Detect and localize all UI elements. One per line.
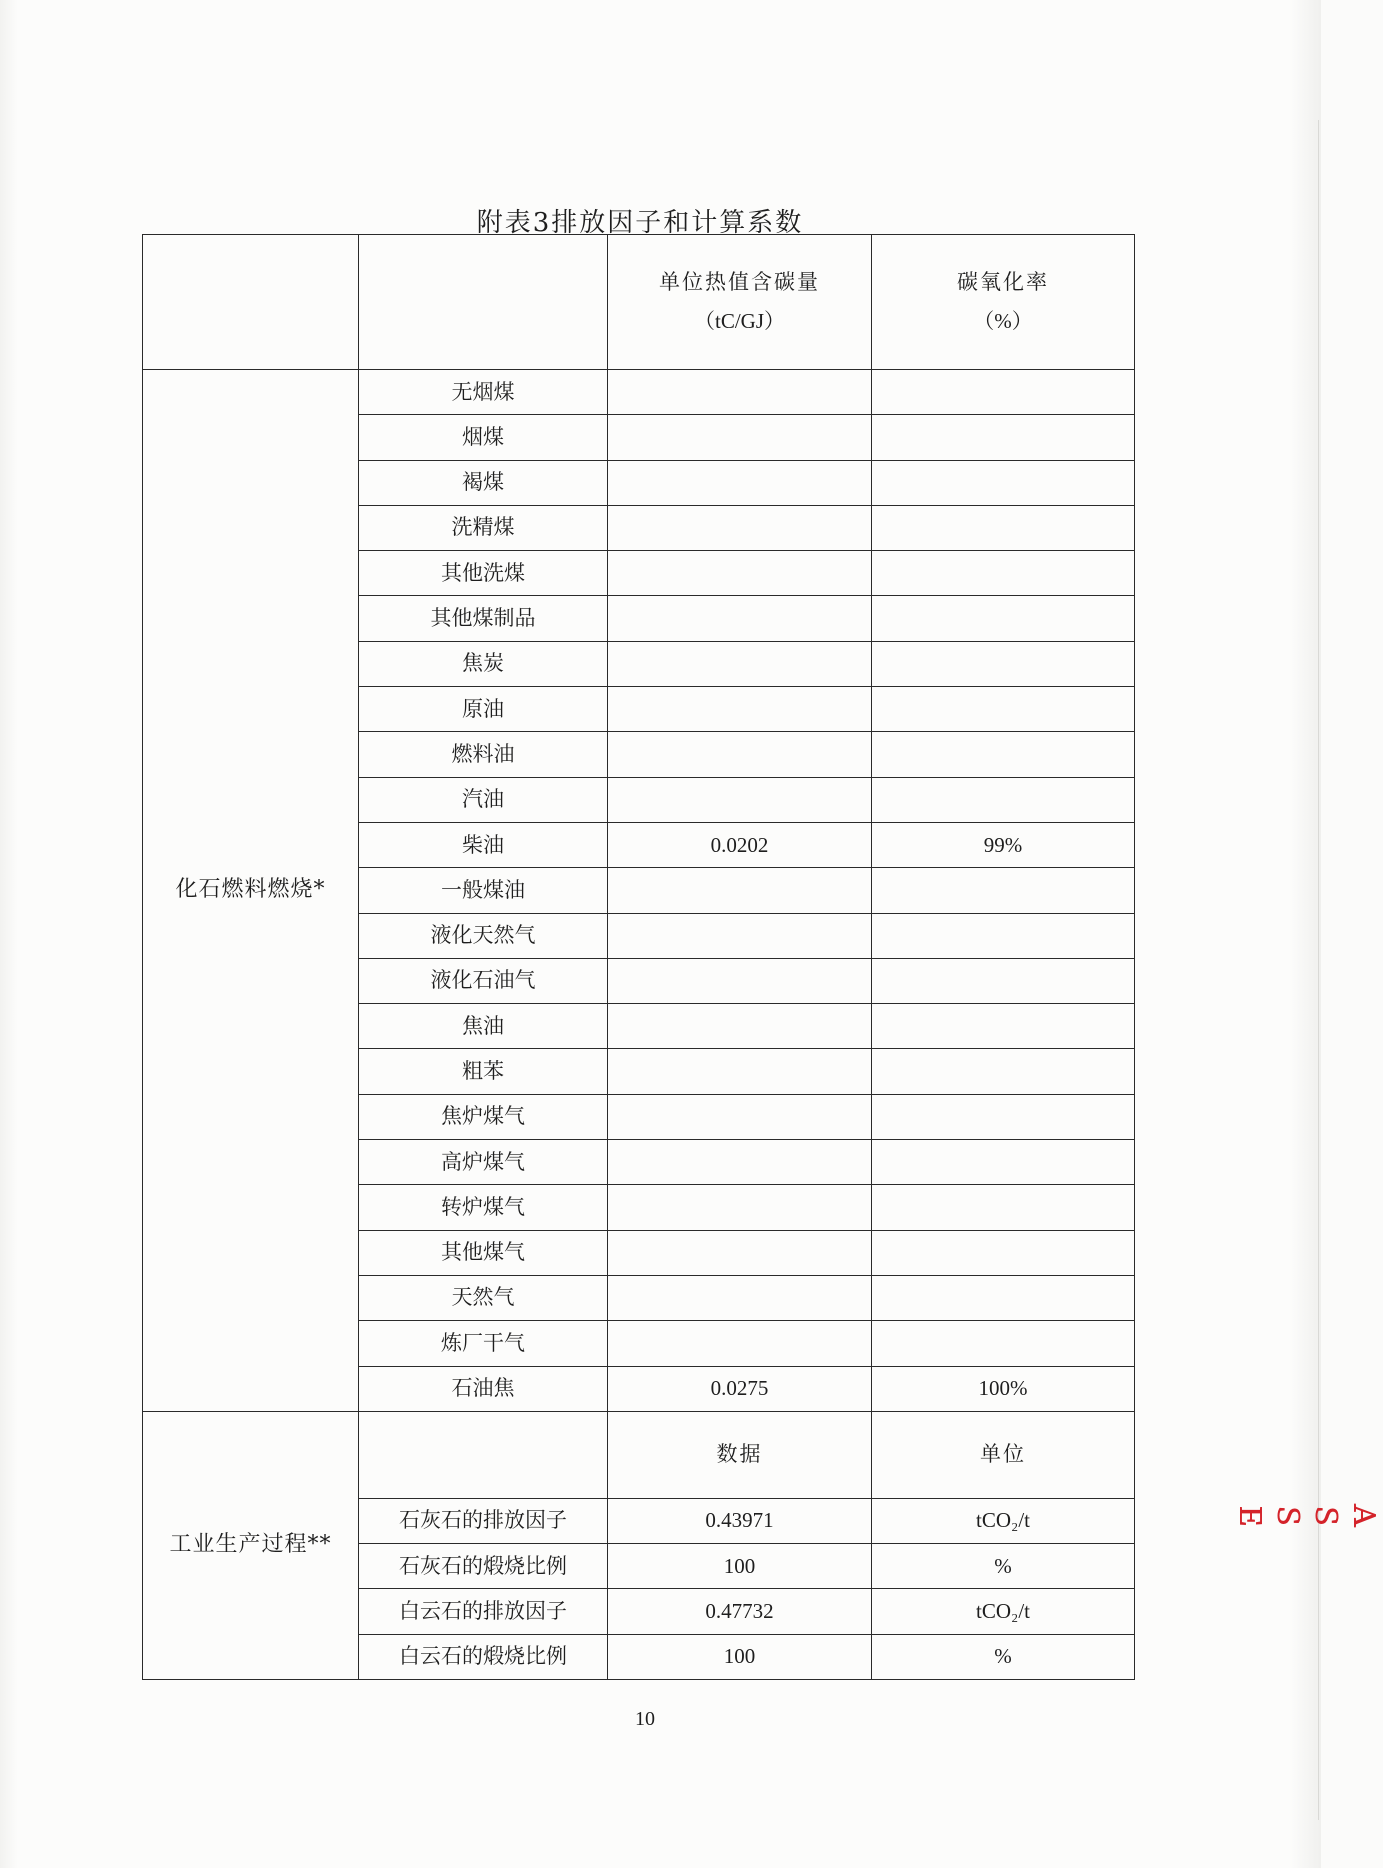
fuel-name: 无烟煤	[359, 370, 608, 415]
process-name: 石灰石的煅烧比例	[359, 1544, 608, 1589]
fuel-oxidation-rate	[872, 1004, 1135, 1049]
header-oxidation-rate	[872, 235, 1135, 370]
process-value: 100	[608, 1634, 872, 1679]
fuel-oxidation-rate	[872, 1049, 1135, 1094]
header-empty-1	[143, 235, 359, 370]
table-title: 附表3排放因子和计算系数	[476, 208, 804, 238]
fuel-name: 其他洗煤	[359, 551, 608, 596]
fuel-oxidation-rate	[872, 1275, 1135, 1320]
process-name: 白云石的煅烧比例	[359, 1634, 608, 1679]
fuel-carbon-content	[608, 1094, 872, 1139]
fuel-name: 一般煤油	[359, 868, 608, 913]
process-value: 0.47732	[608, 1589, 872, 1634]
fuel-name: 洗精煤	[359, 505, 608, 550]
fuel-name: 烟煤	[359, 415, 608, 460]
fuel-name: 高炉煤气	[359, 1140, 608, 1185]
fuel-oxidation-rate	[872, 551, 1135, 596]
header-carbon-label: 单位热值含碳量	[659, 269, 820, 294]
fuel-name: 褐煤	[359, 460, 608, 505]
process-unit: %	[872, 1634, 1135, 1679]
fuel-name: 石油焦	[359, 1366, 608, 1411]
fuel-carbon-content: 0.0202	[608, 822, 872, 867]
category-industrial-process: 工业生产过程**	[143, 1411, 359, 1679]
industrial-header-empty	[359, 1411, 608, 1498]
industrial-header-row	[143, 1411, 1135, 1498]
process-unit: %	[872, 1544, 1135, 1589]
fuel-oxidation-rate	[872, 460, 1135, 505]
fuel-oxidation-rate	[872, 505, 1135, 550]
fuel-carbon-content	[608, 1230, 872, 1275]
header-oxidation-label: 碳氧化率	[957, 269, 1049, 294]
fuel-carbon-content	[608, 1275, 872, 1320]
process-name: 石灰石的排放因子	[359, 1498, 608, 1543]
fuel-oxidation-rate	[872, 1185, 1135, 1230]
fuel-carbon-content	[608, 641, 872, 686]
fuel-carbon-content	[608, 732, 872, 777]
fuel-oxidation-rate	[872, 913, 1135, 958]
fuel-carbon-content	[608, 551, 872, 596]
fuel-carbon-content	[608, 415, 872, 460]
process-unit: tCO₂/t	[872, 1498, 1135, 1543]
fuel-oxidation-rate	[872, 596, 1135, 641]
fuel-oxidation-rate	[872, 868, 1135, 913]
fuel-oxidation-rate	[872, 370, 1135, 415]
fuel-carbon-content	[608, 1140, 872, 1185]
emission-factor-table	[142, 234, 1135, 1680]
fuel-carbon-content	[608, 1049, 872, 1094]
fuel-oxidation-rate	[872, 732, 1135, 777]
fuel-name: 其他煤气	[359, 1230, 608, 1275]
fuel-carbon-content	[608, 596, 872, 641]
fuel-oxidation-rate	[872, 1321, 1135, 1366]
fuel-carbon-content: 0.0275	[608, 1366, 872, 1411]
fuel-oxidation-rate	[872, 415, 1135, 460]
fuel-carbon-content	[608, 868, 872, 913]
red-seal-fragment	[1233, 1440, 1381, 1670]
fuel-oxidation-rate	[872, 641, 1135, 686]
fuel-carbon-content	[608, 913, 872, 958]
fuel-name: 汽油	[359, 777, 608, 822]
fuel-name: 天然气	[359, 1275, 608, 1320]
fuel-row	[143, 370, 1135, 415]
fuel-oxidation-rate	[872, 1140, 1135, 1185]
fuel-oxidation-rate	[872, 1230, 1135, 1275]
fuel-name: 柴油	[359, 822, 608, 867]
page-number: 10	[635, 1708, 655, 1730]
fuel-name: 炼厂干气	[359, 1321, 608, 1366]
fuel-carbon-content	[608, 958, 872, 1003]
seal-text: ＡＳＳＥ	[1233, 1501, 1381, 1530]
fuel-carbon-content	[608, 460, 872, 505]
fuel-carbon-content	[608, 777, 872, 822]
fuel-oxidation-rate: 100%	[872, 1366, 1135, 1411]
fuel-name: 转炉煤气	[359, 1185, 608, 1230]
fuel-name: 粗苯	[359, 1049, 608, 1094]
header-oxidation-unit: （%）	[973, 309, 1033, 333]
fuel-oxidation-rate	[872, 1094, 1135, 1139]
fuel-oxidation-rate	[872, 687, 1135, 732]
category-fossil-fuel: 化石燃料燃烧*	[143, 370, 359, 1412]
header-carbon-unit: （tC/GJ）	[693, 309, 785, 333]
process-name: 白云石的排放因子	[359, 1589, 608, 1634]
fuel-name: 液化天然气	[359, 913, 608, 958]
header-row	[143, 235, 1135, 370]
fuel-oxidation-rate	[872, 958, 1135, 1003]
industrial-header-data: 数据	[608, 1411, 872, 1498]
fuel-carbon-content	[608, 687, 872, 732]
fuel-carbon-content	[608, 370, 872, 415]
fuel-carbon-content	[608, 1321, 872, 1366]
fuel-name: 其他煤制品	[359, 596, 608, 641]
header-carbon-content	[608, 235, 872, 370]
fuel-name: 焦炭	[359, 641, 608, 686]
fuel-name: 燃料油	[359, 732, 608, 777]
fuel-carbon-content	[608, 1004, 872, 1049]
process-value: 100	[608, 1544, 872, 1589]
fuel-carbon-content	[608, 1185, 872, 1230]
industrial-header-unit: 单位	[872, 1411, 1135, 1498]
header-empty-2	[359, 235, 608, 370]
fuel-carbon-content	[608, 505, 872, 550]
fuel-oxidation-rate	[872, 777, 1135, 822]
fuel-name: 液化石油气	[359, 958, 608, 1003]
fuel-oxidation-rate: 99%	[872, 822, 1135, 867]
fuel-name: 原油	[359, 687, 608, 732]
fuel-name: 焦炉煤气	[359, 1094, 608, 1139]
process-unit: tCO₂/t	[872, 1589, 1135, 1634]
process-value: 0.43971	[608, 1498, 872, 1543]
fuel-name: 焦油	[359, 1004, 608, 1049]
